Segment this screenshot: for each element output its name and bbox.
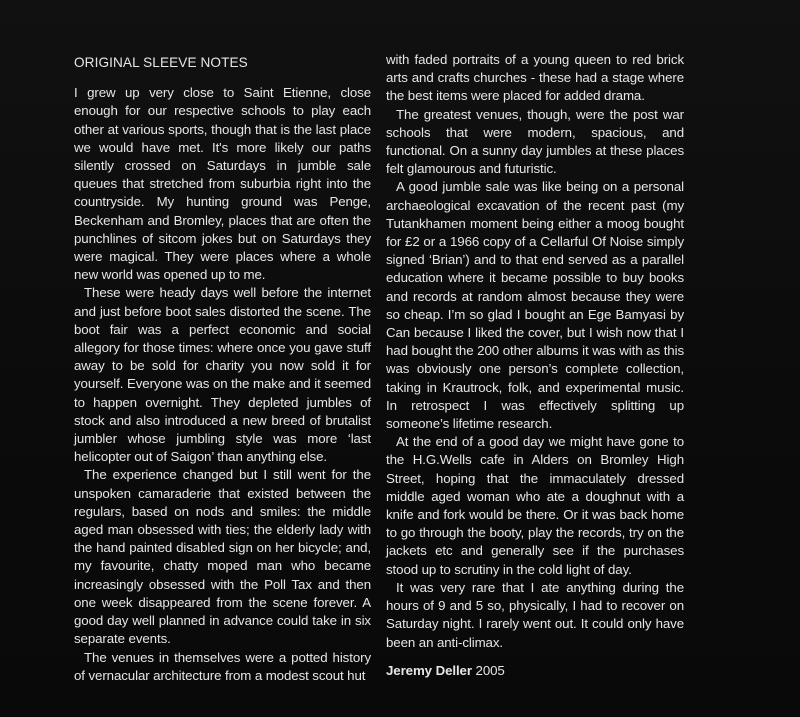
- paragraph-end-of-day: At the end of a good day we might have gone to the H.G.Wells cafe in Alders on Bromley High Street, hoping that the immaculately dressed middle aged woman who ate a doughnut with a knife and fork would be there. Or it was back home to go through the booty, play the records, try on the jackets etc and generally see if the purchases stood up to scrutiny in the cold light of day.: [386, 434, 684, 577]
- paragraph-intro: I grew up very close to Saint Etienne, close enough for our respective schools to play each other at various sports, though that is the last place we would have met. It's more likely our paths silently crossed on Saturdays in jumble sale queues that stretched from suburbia right into the countryside. My hunting ground was Penge, Beckenham and Bromley, places that are often the punchlines of sitcom jokes but on Saturdays they were magical. They were places where a whole new world was opened up to me.: [74, 85, 371, 283]
- sleeve-notes-heading: ORIGINAL SLEEVE NOTES: [74, 55, 248, 70]
- paragraph-experience: The experience changed but I still went for the unspoken camaraderie that existed between the regulars, based on nods and smiles: the middle aged man obsessed with ties; the elderly lady with the hand painted disabled sign on her bicycle; and, my favourite, chatty moped man who became increasingly obsessed with the Poll Tax and then one week disappeared from the scene forever. A good day well planned in advance could take in six separate events.: [74, 467, 371, 647]
- paragraph-greatest-venues: The greatest venues, though, were the post war schools that were modern, spacious, and functional. On a sunny day jumbles at these places felt glamourous and futuristic.: [386, 106, 684, 177]
- paragraph-venues: The venues in themselves were a potted history of vernacular architecture from a modest scout hut: [74, 649, 371, 683]
- signature: [386, 662, 684, 680]
- paragraph-venues-continued: with faded portraits of a young queen to red brick arts and crafts churches - these had a stage where the best items were placed for added drama.: [386, 52, 684, 104]
- signature-name: Jeremy Deller: [386, 662, 472, 678]
- paragraph-very-rare: It was very rare that I ate anything during the hours of 9 and 5 so, physically, I had to recover on Saturday night. I rarely went out. It could only have been an anti-climax.: [386, 579, 684, 650]
- paragraph-good-jumble: A good jumble sale was like being on a personal archaeological excavation of the recent past (my Tutankhamen moment being either a moog bought for £2 or a 1966 copy of a Cellarful Of Noise simply signed ‘Brian’) and to that end served as a parallel education where it became possible to buy books and records at random almost because they were so cheap. I’m so glad I bought an Ege Bamyasi by Can because I liked the cover, but I wish now that I had bought the 200 other albums it was with as this was obviously one person’s complete collection, taking in Krautrock, folk, and experimental music. In retrospect I was effectively splitting up someone’s lifetime research.: [386, 179, 684, 432]
- signature-year: 2005: [475, 662, 505, 678]
- paragraph-heady-days: These were heady days well before the internet and just before boot sales distorted the scene. The boot fair was a perfect economic and social allegory for those times: where once you gave stuff away to be sold for charity you now sold it for yourself. Everyone was on the make and it seemed to happen overnight. They depleted jumbles of stock and also introduced a new breed of brutalist jumbler whose jumbling style was more ‘last helicopter out of Saigon’ than anything else.: [74, 285, 371, 465]
- right-column: [386, 51, 684, 680]
- left-column: [74, 54, 371, 685]
